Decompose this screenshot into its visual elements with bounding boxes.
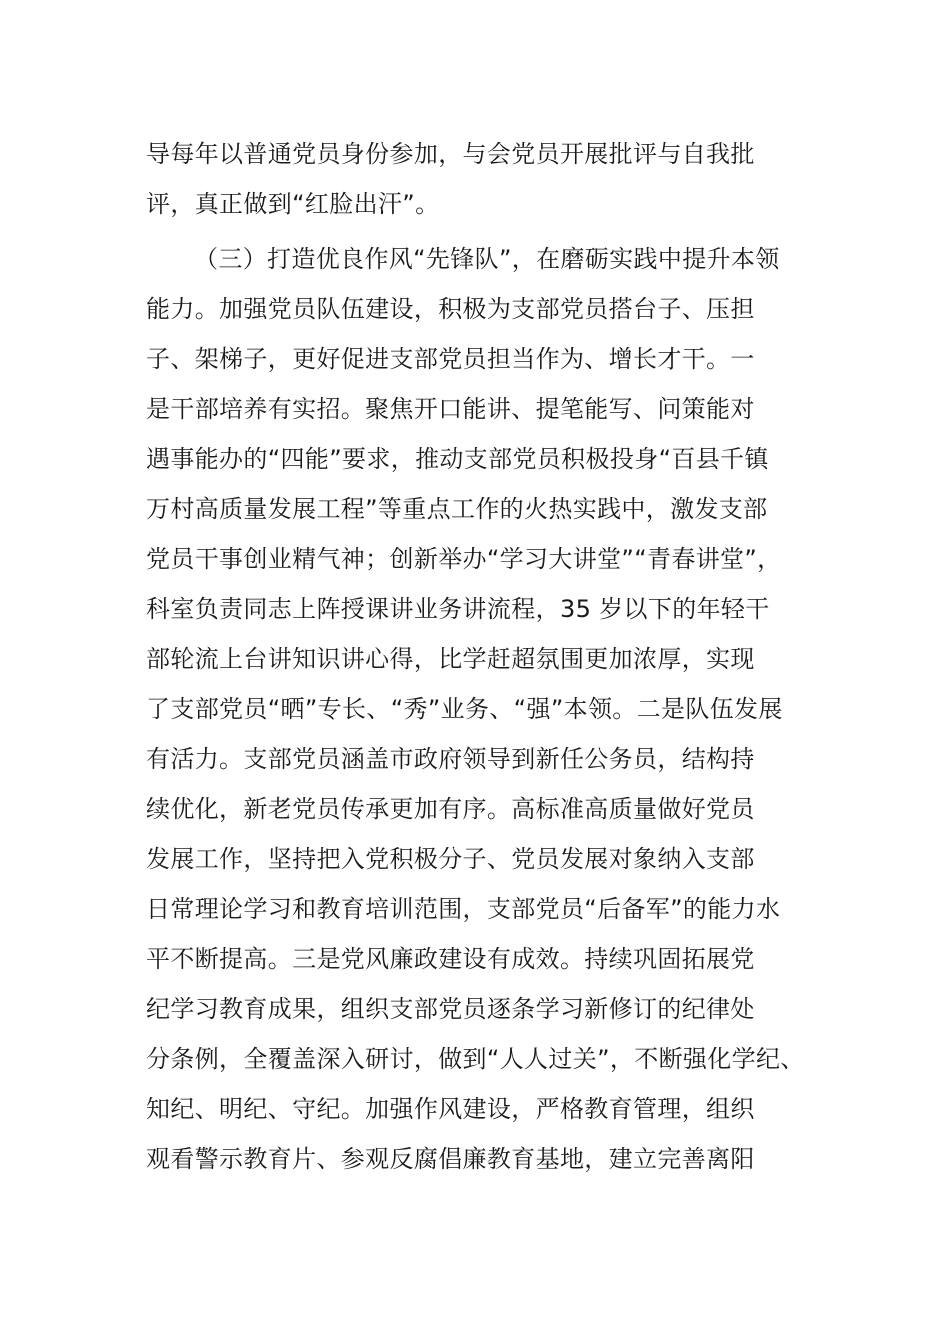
- text-line: 观看警示教育片、参观反腐倡廉教育基地，建立完善离阳: [146, 1145, 755, 1173]
- text-line: 科室负责同志上阵授课讲业务讲流程，35 岁以下的年轻干: [146, 595, 770, 623]
- text-line: 万村高质量发展工程”等重点工作的火热实践中，激发支部: [146, 495, 768, 523]
- paragraph-section-three: [146, 234, 814, 1184]
- text-line: 党员干事创业精气神；创新举办“学习大讲堂”“青春讲堂”，: [146, 545, 782, 573]
- text-line: 遇事能办的“四能”要求，推动支部党员积极投身“百县千镇: [146, 445, 769, 473]
- text-line: 平不断提高。三是党风廉政建设有成效。持续巩固拓展党: [146, 945, 755, 973]
- text-line: 纪学习教育成果，组织支部党员逐条学习新修订的纪律处: [146, 995, 755, 1023]
- text-line: 是干部培养有实招。聚焦开口能讲、提笔能写、问策能对: [146, 395, 755, 423]
- text-line: 部轮流上台讲知识讲心得，比学赶超氛围更加浓厚，实现: [146, 645, 755, 673]
- paragraph-continuation: [146, 129, 814, 229]
- text-line: 有活力。支部党员涵盖市政府领导到新任公务员，结构持: [146, 745, 755, 773]
- text-line: 分条例，全覆盖深入研讨，做到“人人过关”，不断强化学纪、: [146, 1045, 805, 1073]
- text-line: 续优化，新老党员传承更加有序。高标准高质量做好党员: [146, 795, 755, 823]
- text-line: 导每年以普通党员身份参加，与会党员开展批评与自我批: [146, 140, 755, 168]
- text-line: 发展工作，坚持把入党积极分子、党员发展对象纳入支部: [146, 845, 755, 873]
- section-heading-line: （三）打造优良作风“先锋队”，在磨砺实践中提升本领: [194, 245, 780, 273]
- text-line: 知纪、明纪、守纪。加强作风建设，严格教育管理，组织: [146, 1095, 755, 1123]
- text-line: 评，真正做到“红脸出汗”。: [146, 190, 440, 218]
- text-line: 能力。加强党员队伍建设，积极为支部党员搭台子、压担: [146, 295, 755, 323]
- text-line: 日常理论学习和教育培训范围，支部党员“后备军”的能力水: [146, 895, 781, 923]
- text-line: 子、架梯子，更好促进支部党员担当作为、增长才干。一: [146, 345, 755, 373]
- text-line: 了支部党员“晒”专长、“秀”业务、“强”本领。二是队伍发展: [146, 695, 783, 723]
